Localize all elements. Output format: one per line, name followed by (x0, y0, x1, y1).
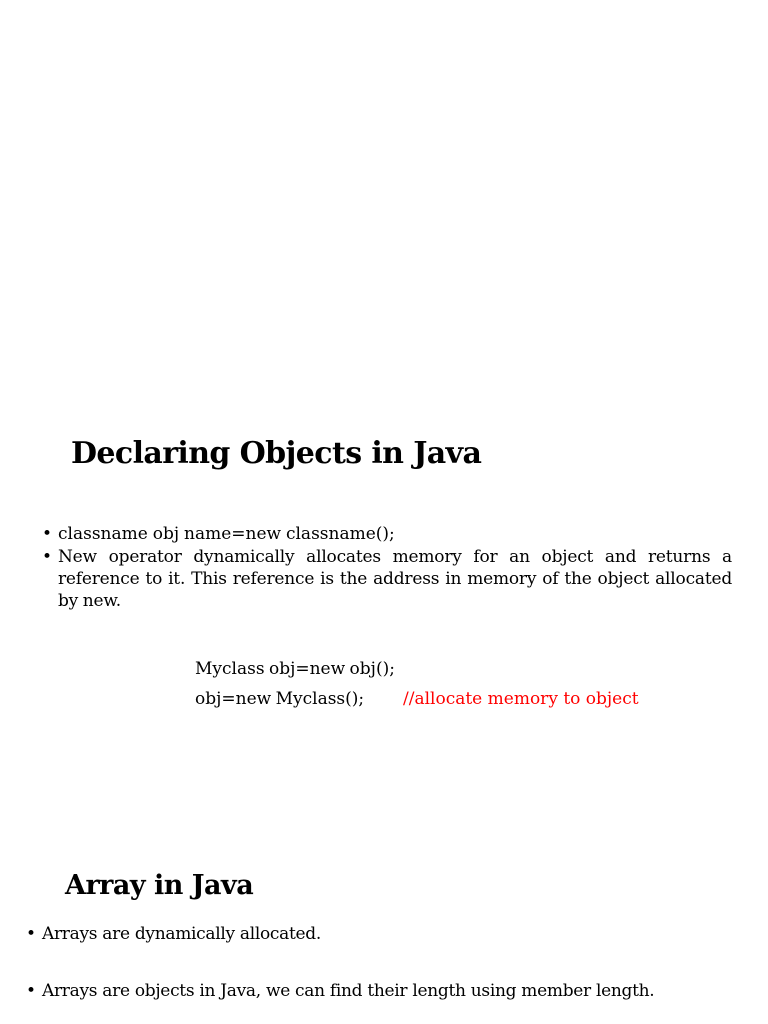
bullet-item: • Arrays are objects in Java, we can find their length using member length. (26, 980, 746, 1002)
section-title-declaring-objects: Declaring Objects in Java (71, 436, 482, 471)
section-title-array: Array in Java (65, 870, 254, 901)
array-bullet-list-2 (26, 980, 746, 1002)
array-bullet-list (26, 923, 746, 945)
declaring-objects-bullet-list (42, 523, 732, 613)
bullet-item: • classname obj name=new classname(); (42, 523, 732, 545)
bullet-item: • New operator dynamically allocates memory for an object and returns a reference to it. This reference is the address in memory of the object allocated by new. (42, 546, 732, 612)
code-line-instantiate: obj=new Myclass(); (195, 689, 365, 709)
code-line-declare: Myclass obj=new obj(); (195, 659, 395, 679)
code-comment: //allocate memory to object (403, 689, 639, 709)
bullet-item: • Arrays are dynamically allocated. (26, 923, 746, 945)
